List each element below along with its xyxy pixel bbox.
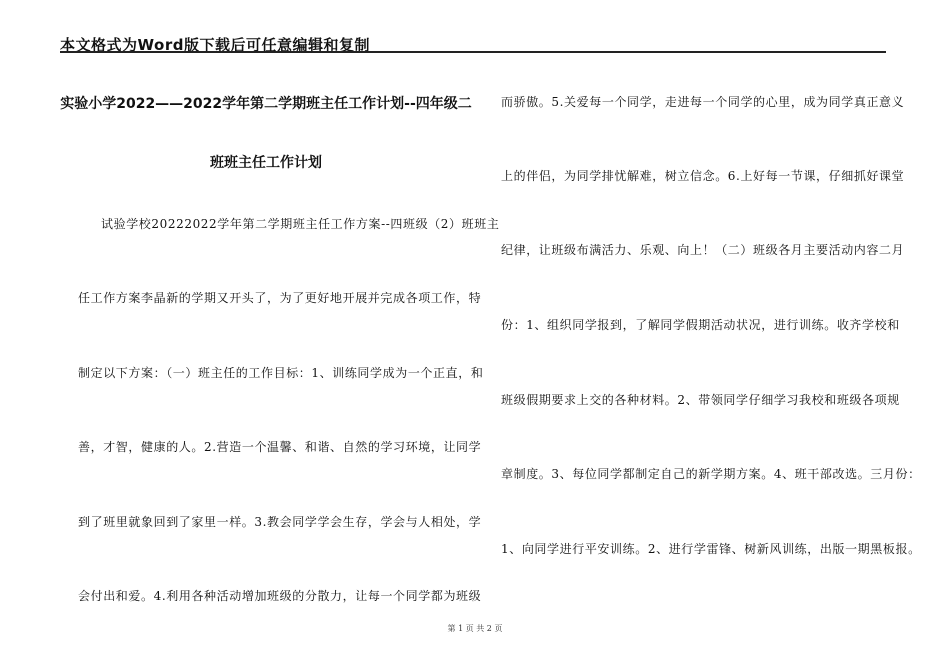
right-column-line: 上的伴侣，为同学排忧解难，树立信念。6.上好每一节课，仔细抓好课堂 [501, 169, 905, 183]
document-header-title: 本文格式为Word版下载后可任意编辑和复制 [60, 36, 370, 54]
right-column-line: 份：1、组织同学报到，了解同学假期活动状况，进行训练。收齐学校和 [501, 318, 900, 332]
right-column-line: 章制度。3、每位同学都制定自己的新学期方案。4、班干部改选。三月份： [501, 467, 921, 481]
left-column-line: 到了班里就象回到了家里一样。3.教会同学学会生存，学会与人相处，学 [78, 515, 482, 529]
right-column-line: 纪律，让班级布满活力、乐观、向上！（二）班级各月主要活动内容二月 [501, 243, 905, 257]
left-column-line: 试验学校20222022学年第二学期班主任工作方案--四班级（2）班班主 [101, 217, 500, 231]
right-column-line: 而骄傲。5.关爱每一个同学，走进每一个同学的心里，成为同学真正意义 [501, 95, 905, 109]
document-title-line-2: 班班主任工作计划 [210, 155, 322, 171]
left-column-line: 制定以下方案：（一）班主任的工作目标：1、训练同学成为一个正直，和 [78, 366, 484, 380]
right-column-line: 班级假期要求上交的各种材料。2、带领同学仔细学习我校和班级各项规 [501, 393, 900, 407]
left-column-line: 善，才智，健康的人。2.营造一个温馨、和谐、自然的学习环境，让同学 [78, 440, 482, 454]
document-title-line-1: 实验小学2022——2022学年第二学期班主任工作计划--四年级二 [60, 96, 472, 112]
left-column-line: 会付出和爱。4.利用各种活动增加班级的分散力，让每一个同学都为班级 [78, 589, 482, 603]
left-column-line: 任工作方案李晶新的学期又开头了，为了更好地开展并完成各项工作，特 [78, 291, 482, 305]
page-number-footer: 第 1 页 共 2 页 [447, 624, 503, 633]
header-divider [60, 51, 886, 53]
right-column-line: 1、向同学进行平安训练。2、进行学雷锋、树新风训练，出版一期黑板报。 [501, 542, 921, 556]
